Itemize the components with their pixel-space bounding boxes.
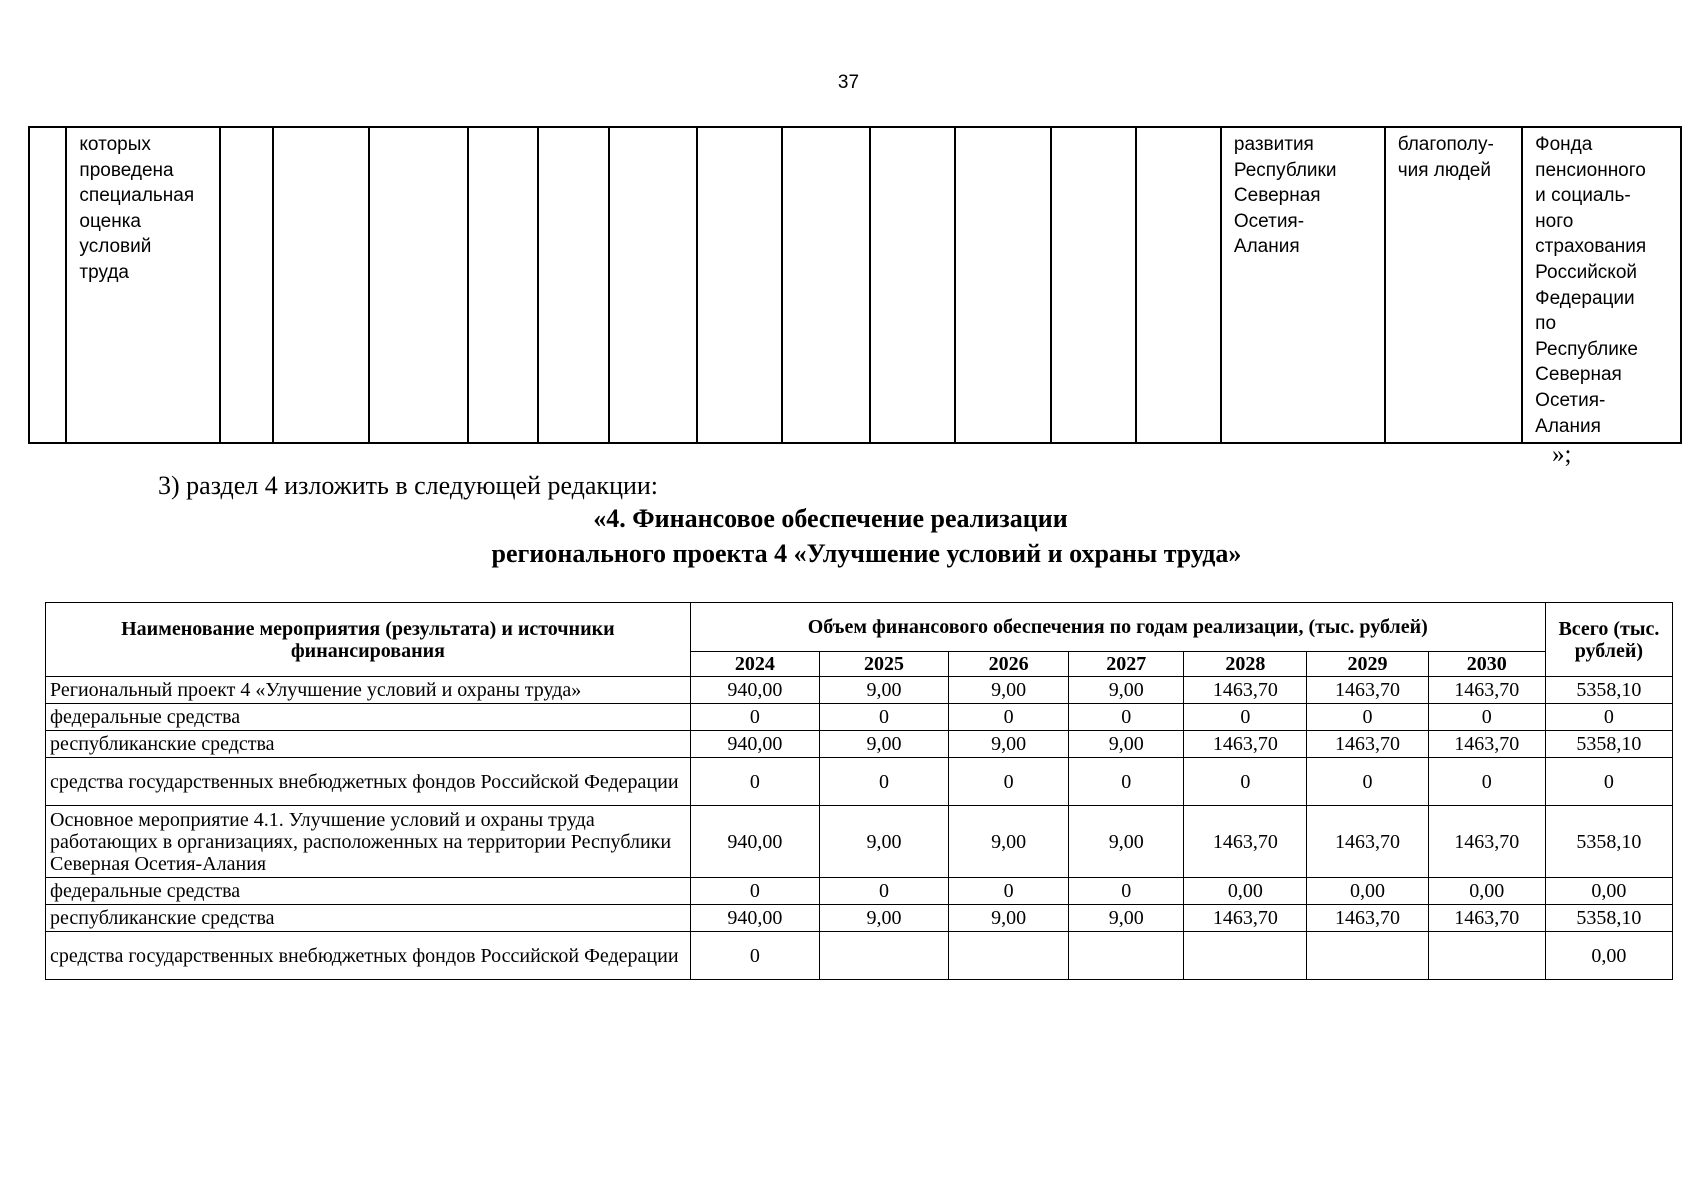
value-cell: 9,00 <box>1069 731 1184 758</box>
table-cell <box>870 127 955 443</box>
value-cell: 940,00 <box>690 806 819 878</box>
table-cell <box>697 127 782 443</box>
row-label: федеральные средства <box>46 704 691 731</box>
value-cell: 0 <box>690 878 819 905</box>
year-header: 2027 <box>1069 652 1184 677</box>
table-cell <box>220 127 273 443</box>
table-cell <box>369 127 468 443</box>
value-cell: 0 <box>819 878 948 905</box>
value-cell: 9,00 <box>819 731 948 758</box>
year-header: 2028 <box>1184 652 1307 677</box>
value-cell: 1463,70 <box>1184 677 1307 704</box>
row-label: Региональный проект 4 «Улучшение условий и охраны труда» <box>46 677 691 704</box>
total-cell: 0 <box>1545 758 1672 806</box>
value-cell <box>1184 932 1307 980</box>
closing-quote: »; <box>1552 441 1572 468</box>
value-cell: 1463,70 <box>1428 905 1545 932</box>
total-cell: 0 <box>1545 704 1672 731</box>
value-cell: 0 <box>690 932 819 980</box>
table-cell <box>782 127 870 443</box>
value-cell: 0 <box>1307 704 1428 731</box>
continued-table <box>28 126 1682 444</box>
total-cell: 0,00 <box>1545 932 1672 980</box>
value-cell: 9,00 <box>949 677 1069 704</box>
value-cell: 0 <box>1428 758 1545 806</box>
value-cell: 1463,70 <box>1184 806 1307 878</box>
value-cell: 0 <box>819 704 948 731</box>
value-cell: 0 <box>1069 758 1184 806</box>
section-title: «4. Финансовое обеспечение реализации <box>593 504 1068 533</box>
value-cell: 9,00 <box>819 905 948 932</box>
value-cell: 0 <box>819 758 948 806</box>
table-cell <box>273 127 369 443</box>
page-number: 37 <box>837 72 860 93</box>
value-cell: 940,00 <box>690 905 819 932</box>
total-cell: 5358,10 <box>1545 905 1672 932</box>
value-cell <box>1069 932 1184 980</box>
value-cell: 1463,70 <box>1184 905 1307 932</box>
header-total: Всего (тыс. рублей) <box>1545 603 1672 677</box>
value-cell <box>819 932 948 980</box>
row-label: федеральные средства <box>46 878 691 905</box>
value-cell: 940,00 <box>690 677 819 704</box>
table-cell <box>609 127 697 443</box>
value-cell: 0 <box>1069 704 1184 731</box>
instruction-text: 3) раздел 4 изложить в следующей редакции: <box>158 471 659 500</box>
total-cell: 0,00 <box>1545 878 1672 905</box>
table-row <box>46 932 1673 980</box>
table-row <box>46 878 1673 905</box>
header-row <box>46 603 1673 652</box>
table-cell <box>468 127 538 443</box>
value-cell: 9,00 <box>1069 806 1184 878</box>
table-row <box>46 806 1673 878</box>
value-cell: 1463,70 <box>1428 806 1545 878</box>
table-cell <box>1136 127 1221 443</box>
table-cell: Фонда пенсионного и социаль- ного страхования Российской Федерации по Республике Северная Осетия- Алания <box>1522 127 1681 443</box>
value-cell: 9,00 <box>949 806 1069 878</box>
value-cell: 940,00 <box>690 731 819 758</box>
year-header: 2026 <box>949 652 1069 677</box>
table-cell <box>955 127 1051 443</box>
value-cell: 0 <box>1428 704 1545 731</box>
table-row <box>46 758 1673 806</box>
value-cell: 1463,70 <box>1428 731 1545 758</box>
value-cell: 1463,70 <box>1307 677 1428 704</box>
total-cell: 5358,10 <box>1545 677 1672 704</box>
value-cell: 9,00 <box>819 677 948 704</box>
year-header: 2030 <box>1428 652 1545 677</box>
value-cell: 9,00 <box>1069 905 1184 932</box>
total-cell: 5358,10 <box>1545 731 1672 758</box>
total-cell: 5358,10 <box>1545 806 1672 878</box>
value-cell: 9,00 <box>1069 677 1184 704</box>
value-cell: 9,00 <box>949 905 1069 932</box>
table-row <box>29 127 1681 443</box>
value-cell: 0 <box>949 878 1069 905</box>
value-cell: 0,00 <box>1428 878 1545 905</box>
table-cell <box>538 127 610 443</box>
year-header: 2024 <box>690 652 819 677</box>
table-cell: развития Республики Северная Осетия- Алания <box>1221 127 1385 443</box>
table-row <box>46 704 1673 731</box>
value-cell: 0 <box>690 758 819 806</box>
value-cell: 0 <box>1307 758 1428 806</box>
value-cell <box>1307 932 1428 980</box>
row-label: республиканские средства <box>46 905 691 932</box>
value-cell: 0 <box>1069 878 1184 905</box>
value-cell: 0,00 <box>1307 878 1428 905</box>
table-cell <box>29 127 66 443</box>
header-name: Наименование мероприятия (результата) и источники финансирования <box>46 603 691 677</box>
value-cell: 1463,70 <box>1184 731 1307 758</box>
value-cell: 9,00 <box>819 806 948 878</box>
year-header: 2029 <box>1307 652 1428 677</box>
value-cell: 0 <box>1184 704 1307 731</box>
value-cell: 1463,70 <box>1428 677 1545 704</box>
value-cell: 0 <box>690 704 819 731</box>
value-cell: 9,00 <box>949 731 1069 758</box>
value-cell: 0 <box>1184 758 1307 806</box>
value-cell: 1463,70 <box>1307 731 1428 758</box>
value-cell: 0,00 <box>1184 878 1307 905</box>
table-cell: которых проведена специальная оценка условий труда <box>66 127 220 443</box>
value-cell <box>949 932 1069 980</box>
table-row <box>46 905 1673 932</box>
section-subtitle: регионального проекта 4 «Улучшение условий и охраны труда» <box>491 539 1242 568</box>
value-cell: 1463,70 <box>1307 806 1428 878</box>
value-cell: 0 <box>949 704 1069 731</box>
table-row <box>46 731 1673 758</box>
header-volume: Объем финансового обеспечения по годам реализации, (тыс. рублей) <box>690 603 1545 652</box>
financing-table <box>45 602 1673 980</box>
row-label: республиканские средства <box>46 731 691 758</box>
table-cell: благополу- чия людей <box>1385 127 1522 443</box>
row-label: Основное мероприятие 4.1. Улучшение условий и охраны труда работающих в организациях, расположенных на территории Республики Северная Осетия-Алания <box>46 806 691 878</box>
value-cell <box>1428 932 1545 980</box>
table-row <box>46 677 1673 704</box>
value-cell: 0 <box>949 758 1069 806</box>
year-header: 2025 <box>819 652 948 677</box>
value-cell: 1463,70 <box>1307 905 1428 932</box>
row-label: средства государственных внебюджетных фондов Российской Федерации <box>46 758 691 806</box>
table-cell <box>1051 127 1136 443</box>
row-label: средства государственных внебюджетных фондов Российской Федерации <box>46 932 691 980</box>
